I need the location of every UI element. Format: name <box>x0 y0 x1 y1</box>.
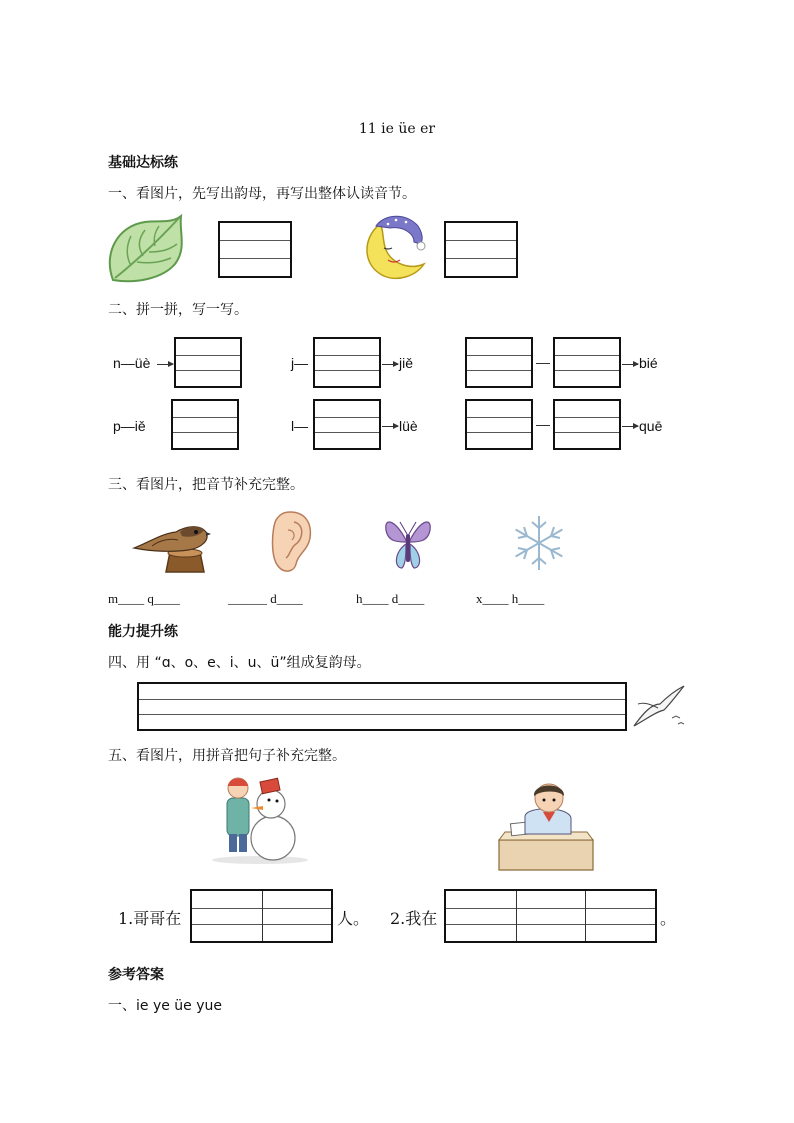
q2-r1-b-result: jiě <box>399 355 414 371</box>
q2-r1-c-box-2[interactable] <box>553 337 621 388</box>
section-advanced: 能力提升练 <box>108 624 178 640</box>
q2-r1-a-box[interactable] <box>174 337 242 388</box>
butterfly-image <box>384 512 432 574</box>
q5-sentence-2-suffix: 。 <box>660 909 677 928</box>
moon-image <box>358 212 430 282</box>
snowman-image <box>207 770 313 864</box>
q2-r2-a-label: p—iě <box>113 418 146 434</box>
q2-r1-a-label: n—üè <box>113 355 151 371</box>
q5-sentence-1-suffix: 人。 <box>337 909 370 928</box>
arrow-icon <box>382 426 398 427</box>
q4-write-box[interactable] <box>137 682 627 731</box>
question-4: 四、用 “ɑ、o、e、i、u、ü”组成复韵母。 <box>108 655 371 671</box>
q5-sentence-1-box[interactable] <box>190 889 333 943</box>
q2-r2-b-box[interactable] <box>313 399 381 450</box>
q2-r2-b-label: l— <box>291 418 309 434</box>
question-2: 二、拼一拼，写一写。 <box>108 302 248 318</box>
q2-r1-c-result: bié <box>639 355 658 371</box>
q2-r2-c-box-2[interactable] <box>553 399 621 450</box>
section-basic: 基础达标练 <box>108 155 178 171</box>
section-answers: 参考答案 <box>108 967 164 983</box>
boy-writing-image <box>497 778 597 872</box>
q2-r1-b-label: j— <box>291 355 309 371</box>
q5-sentence-2-box[interactable] <box>444 889 657 943</box>
q2-r1-c-box-1[interactable] <box>465 337 533 388</box>
page-title: 11 ie üe er <box>358 121 436 137</box>
q5-sentence-2-prefix: 2.我在 <box>390 909 438 928</box>
leaf-image <box>107 214 185 284</box>
question-5: 五、看图片，用拼音把句子补充完整。 <box>108 748 346 764</box>
q2-r2-b-result: lüè <box>399 418 418 434</box>
q2-r1-b-box[interactable] <box>313 337 381 388</box>
q5-sentence-1-prefix: 1.哥哥在 <box>118 909 182 928</box>
arrow-icon <box>382 364 398 365</box>
question-1: 一、看图片，先写出韵母，再写出整体认读音节。 <box>108 186 416 202</box>
q3-blank-1: m____ q____ <box>108 591 180 606</box>
q3-blank-3: h____ d____ <box>356 591 425 606</box>
arrow-icon <box>622 364 638 365</box>
dash-line <box>536 425 550 426</box>
question-3: 三、看图片，把音节补充完整。 <box>108 477 304 493</box>
q1-write-box-1[interactable] <box>218 221 292 278</box>
q2-r2-a-box[interactable] <box>171 399 239 450</box>
q2-r2-c-result: quē <box>639 418 663 434</box>
arrow-icon <box>157 364 173 365</box>
arrow-icon <box>622 426 638 427</box>
ear-image <box>266 508 314 576</box>
q2-r2-c-box-1[interactable] <box>465 399 533 450</box>
q1-write-box-2[interactable] <box>444 221 518 278</box>
dash-line <box>536 363 550 364</box>
sparrow-image <box>130 512 212 574</box>
answer-1: 一、ie ye üe yue <box>108 998 223 1014</box>
snowflake-image <box>508 512 570 574</box>
q3-blank-4: x____ h____ <box>476 591 545 606</box>
q3-blank-2: ______ d____ <box>228 591 303 606</box>
seagull-image <box>630 682 688 730</box>
